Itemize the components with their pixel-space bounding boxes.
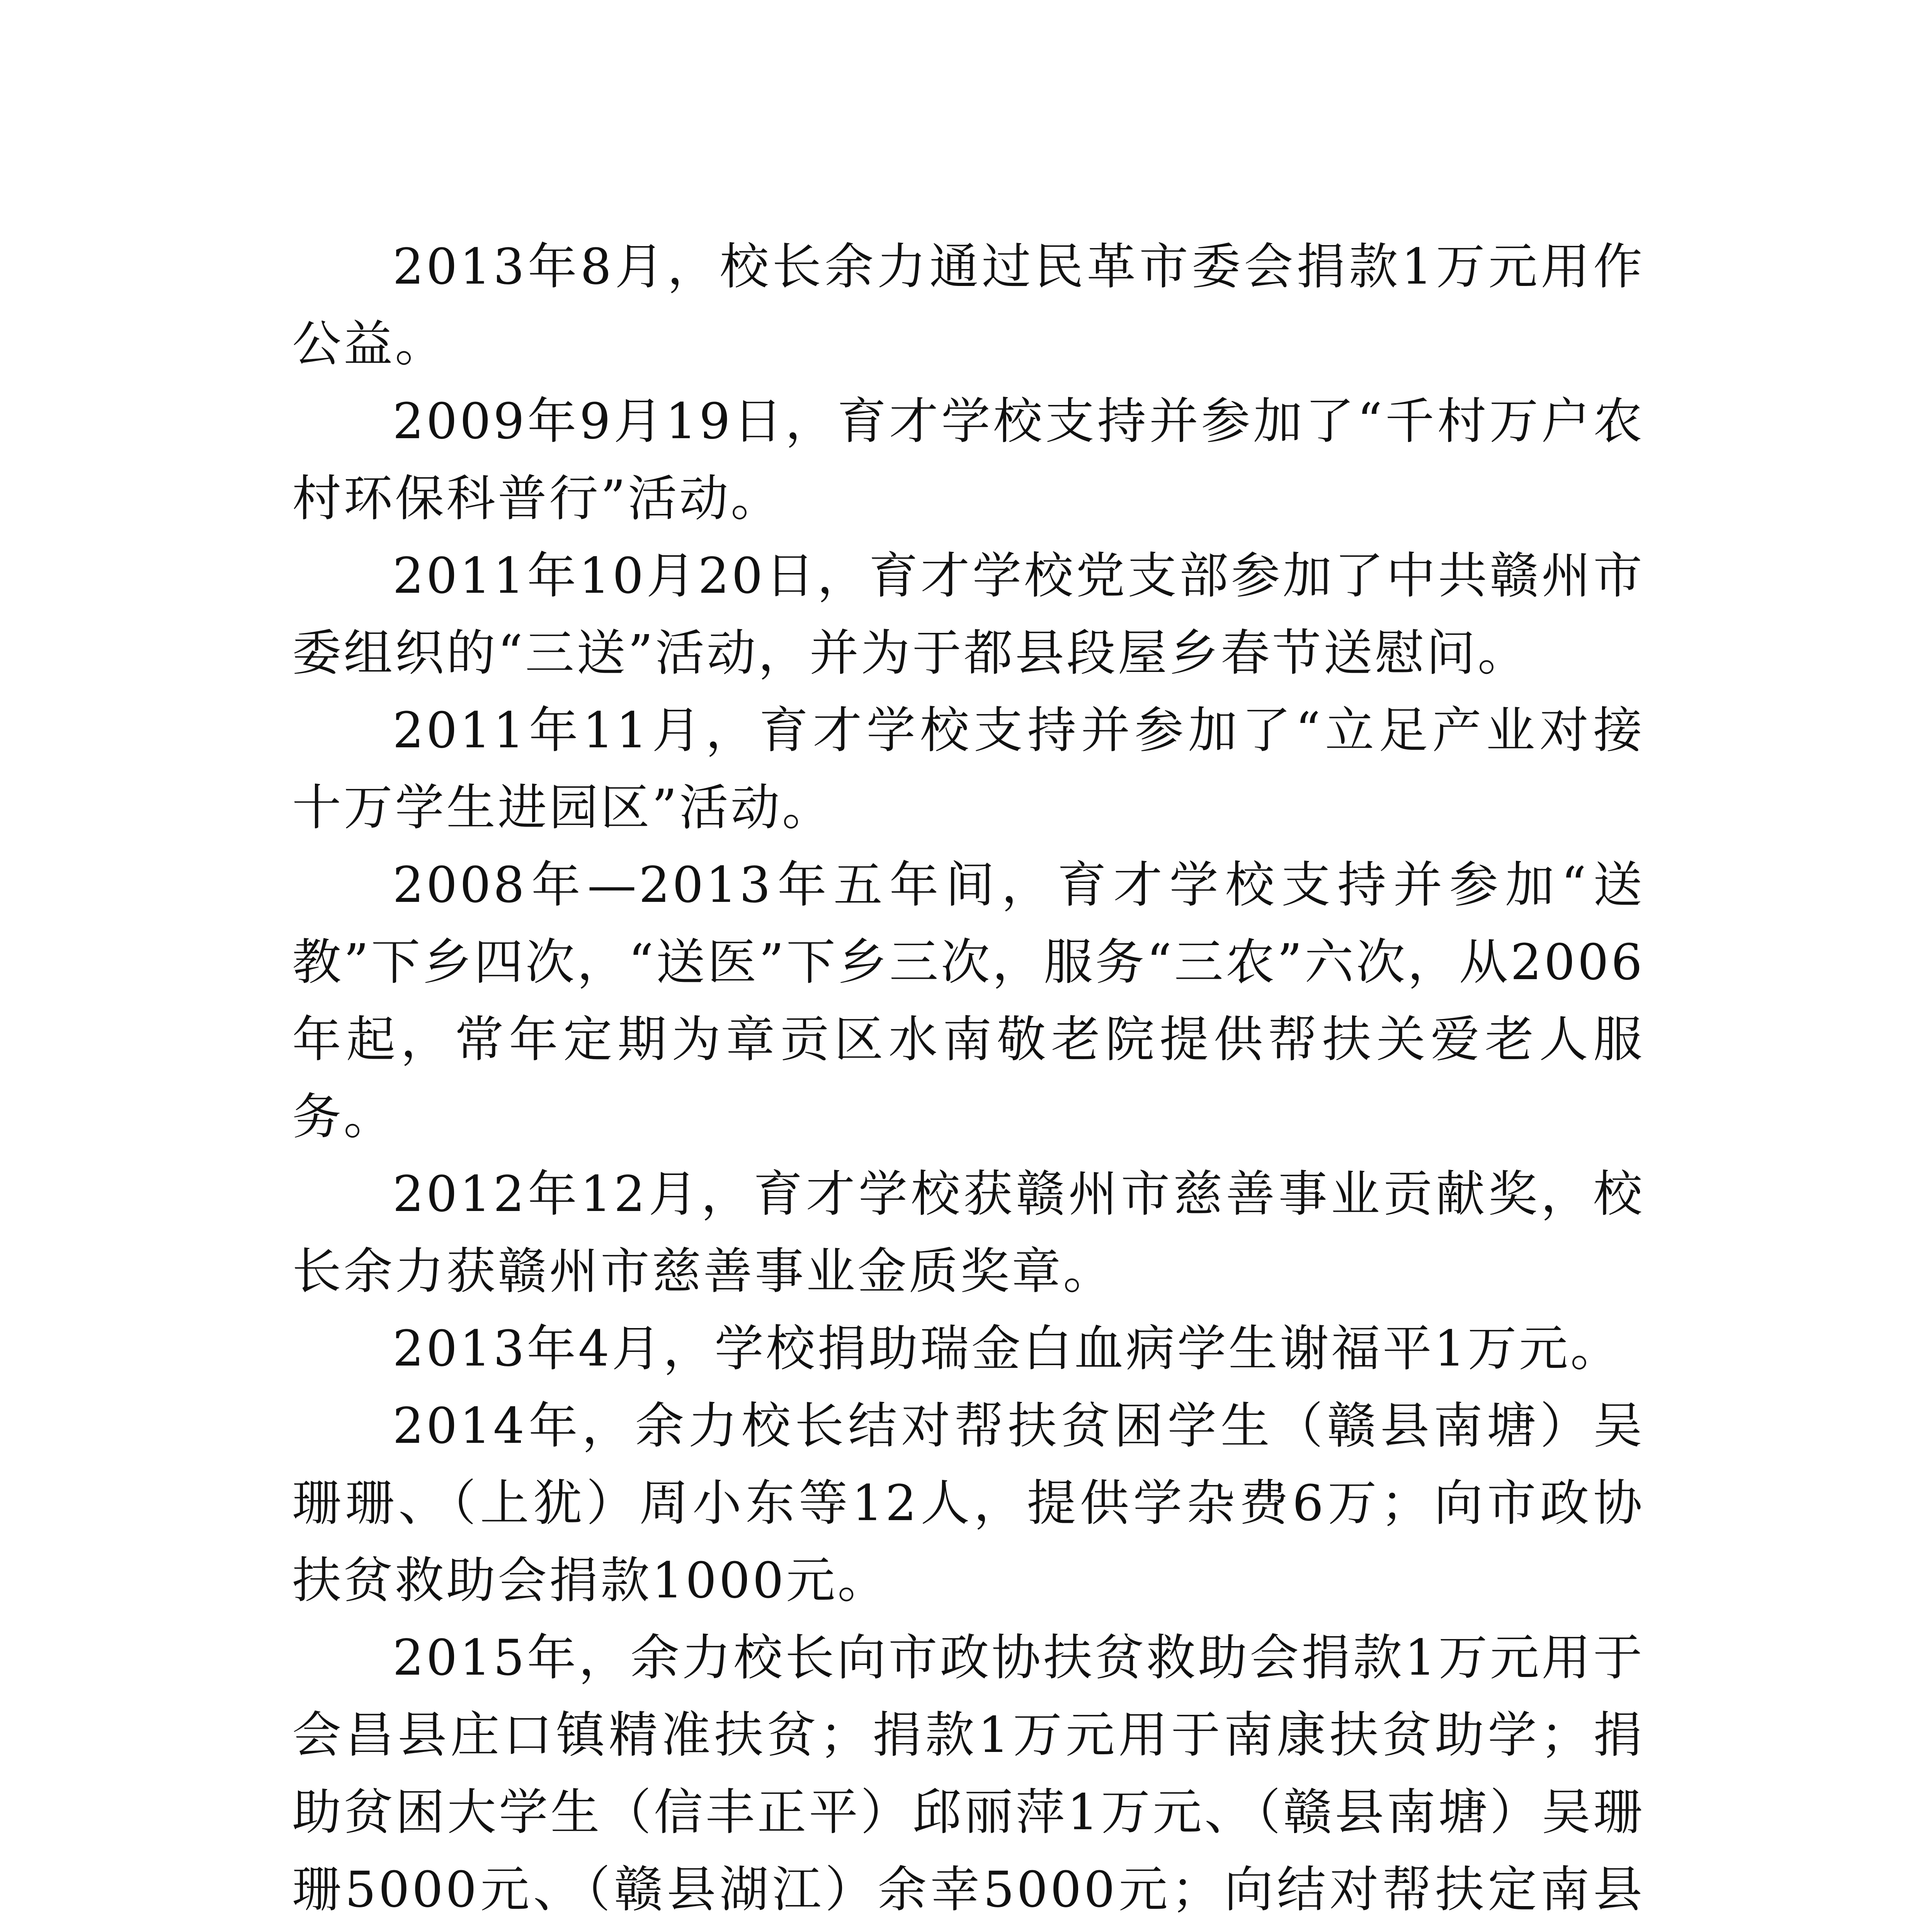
paragraph-2013-aug: 2013年8月，校长余力通过民革市委会捐款1万元用作公益。 [292,238,1645,372]
paragraph-2009-sep: 2009年9月19日，育才学校支持并参加了“千村万户农村环保科普行”活动。 [292,393,1645,527]
body-text [292,228,1645,1932]
paragraph-2015: 2015年，余力校长向市政协扶贫救助会捐款1万元用于会昌县庄口镇精准扶贫；捐款1万元用于南康扶贫助学；捐助贫困大学生（信丰正平）邱丽萍1万元、（赣县南塘）吴珊珊5000元、（赣县湖江）余幸5000元；向结对帮扶定南县 [292,1629,1645,1918]
paragraph-2008-2013: 2008年—2013年五年间，育才学校支持并参加“送教”下乡四次，“送医”下乡三次，服务“三农”六次，从2006年起，常年定期为章贡区水南敬老院提供帮扶关爱老人服务。 [292,856,1645,1145]
paragraph-2011-oct: 2011年10月20日，育才学校党支部参加了中共赣州市委组织的“三送”活动，并为于都县段屋乡春节送慰问。 [292,547,1645,682]
paragraph-2013-apr: 2013年4月，学校捐助瑞金白血病学生谢福平1万元。 [393,1320,1622,1377]
paragraph-2012-dec: 2012年12月，育才学校获赣州市慈善事业贡献奖，校长余力获赣州市慈善事业金质奖章。 [292,1165,1645,1300]
paragraph-2011-nov: 2011年11月，育才学校支持并参加了“立足产业对接十万学生进园区”活动。 [292,702,1645,836]
paragraph-2014: 2014年，余力校长结对帮扶贫困学生（赣县南塘）吴珊珊、（上犹）周小东等12人，提供学杂费6万；向市政协扶贫救助会捐款1000元。 [292,1397,1645,1609]
